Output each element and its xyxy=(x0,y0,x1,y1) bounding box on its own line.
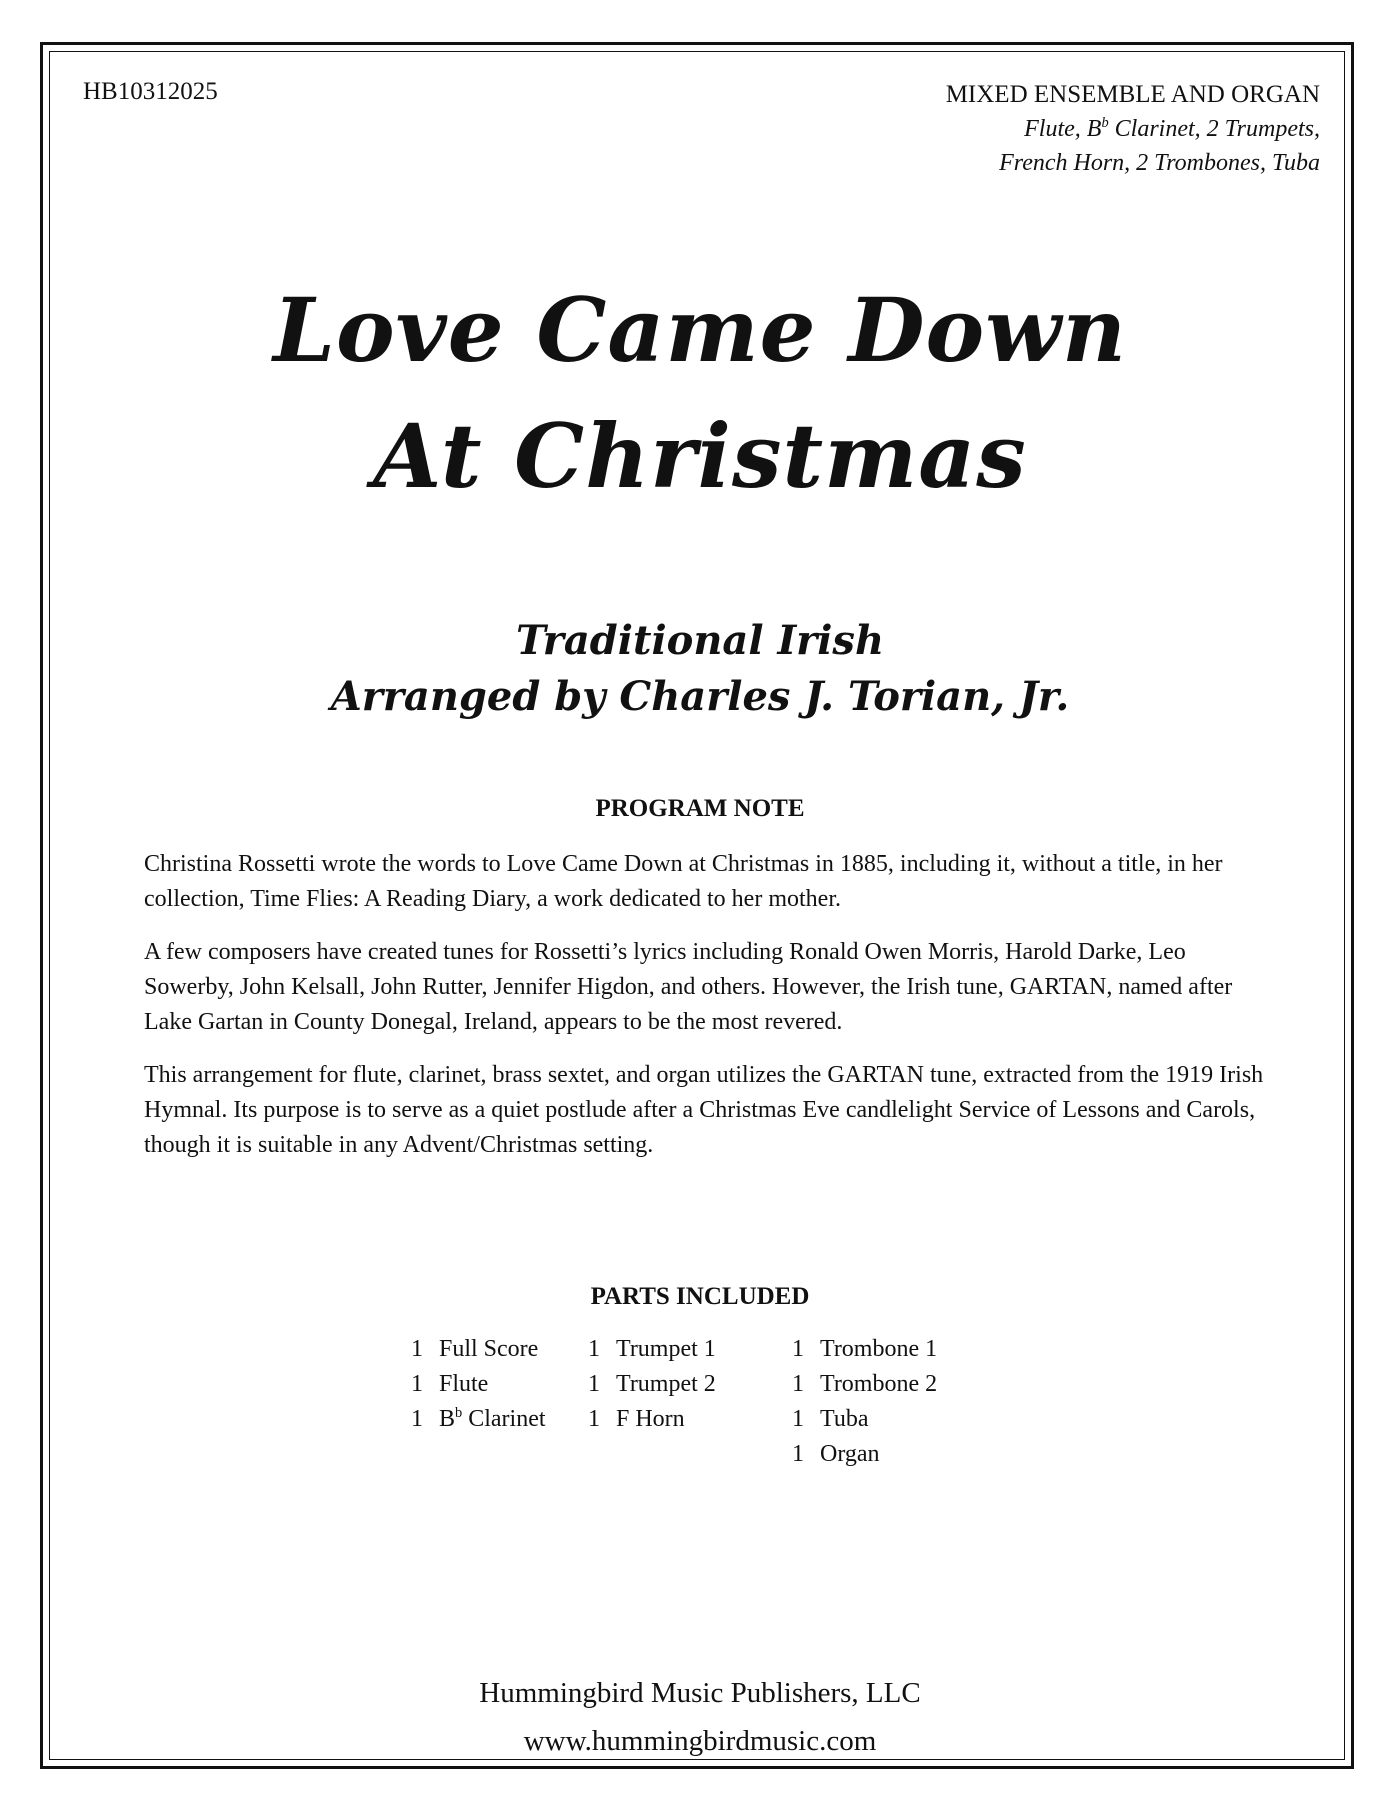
part-qty: 1 xyxy=(792,1336,804,1362)
part-name: B xyxy=(439,1406,456,1432)
part-name: Tuba xyxy=(820,1406,869,1432)
part-item xyxy=(792,1332,937,1367)
part-name: Trombone 2 xyxy=(820,1371,938,1397)
parts-column-1 xyxy=(411,1332,546,1437)
parts-column-3 xyxy=(792,1332,937,1472)
part-item xyxy=(792,1437,937,1472)
program-note-heading: PROGRAM NOTE xyxy=(595,795,805,822)
part-item xyxy=(411,1402,546,1437)
flat-sign: b xyxy=(455,1405,463,1421)
part-qty: 1 xyxy=(411,1336,423,1362)
part-name: Full Score xyxy=(439,1336,539,1362)
part-qty: 1 xyxy=(411,1406,423,1432)
part-qty: 1 xyxy=(588,1406,600,1432)
origin-credit: Traditional Irish xyxy=(515,617,885,664)
arranger-credit: Arranged by Charles J. Torian, Jr. xyxy=(330,673,1070,720)
part-name: Trumpet 1 xyxy=(616,1336,716,1362)
part-name: Clarinet xyxy=(462,1406,546,1432)
instrumentation-text: Clarinet, 2 Trumpets, xyxy=(1108,116,1320,142)
part-name: Organ xyxy=(820,1441,880,1467)
instrumentation-line-1 xyxy=(946,112,1320,146)
ensemble-title: MIXED ENSEMBLE AND ORGAN xyxy=(945,81,1320,108)
program-note-paragraph-3: This arrangement for flute, clarinet, brass sextet, and organ utilizes the GARTAN tune, extracted from the 1919 Irish Hymnal. Its purpose is to serve as a quiet postlude after a Christmas Eve candlelight Service of Lessons and Carols, though it is suitable in any Advent/Christmas setting. xyxy=(144,1062,1264,1158)
parts-included-heading: PARTS INCLUDED xyxy=(590,1283,810,1310)
instrumentation-line-2: French Horn, 2 Trombones, Tuba xyxy=(999,150,1320,176)
ensemble-info xyxy=(946,78,1320,180)
part-qty: 1 xyxy=(792,1371,804,1397)
title-line-2: At Christmas xyxy=(373,404,1027,508)
part-name: F Horn xyxy=(616,1406,685,1432)
part-item xyxy=(792,1402,937,1437)
publisher-name: Hummingbird Music Publishers, LLC xyxy=(479,1677,921,1709)
part-item xyxy=(411,1332,546,1367)
publisher-website[interactable]: www.hummingbirdmusic.com xyxy=(523,1725,877,1757)
part-qty: 1 xyxy=(588,1371,600,1397)
part-item xyxy=(588,1367,716,1402)
instrumentation-text: Flute, B xyxy=(1024,116,1102,142)
flat-sign: b xyxy=(1101,115,1109,131)
parts-column-2 xyxy=(588,1332,716,1437)
part-item xyxy=(588,1402,716,1437)
part-qty: 1 xyxy=(792,1441,804,1467)
part-qty: 1 xyxy=(588,1336,600,1362)
part-qty: 1 xyxy=(411,1371,423,1397)
part-name: Trombone 1 xyxy=(820,1336,938,1362)
part-name: Trumpet 2 xyxy=(616,1371,716,1397)
catalog-number: HB10312025 xyxy=(83,78,218,105)
part-item xyxy=(411,1367,546,1402)
part-item xyxy=(792,1367,937,1402)
part-name: Flute xyxy=(439,1371,489,1397)
program-note-paragraph-1: Christina Rossetti wrote the words to Love Came Down at Christmas in 1885, including it, without a title, in her collection, Time Flies: A Reading Diary, a work dedicated to her mother. xyxy=(144,851,1223,912)
part-qty: 1 xyxy=(792,1406,804,1432)
title-line-1: Love Came Down xyxy=(273,278,1127,382)
part-item xyxy=(588,1332,716,1367)
program-note-paragraph-2: A few composers have created tunes for Rossetti’s lyrics including Ronald Owen Morris, Harold Darke, Leo Sowerby, John Kelsall, John Rutter, Jennifer Higdon, and others. However, the Irish tune, GARTAN, named after Lake Gartan in County Donegal, Ireland, appears to be the most revered. xyxy=(144,939,1233,1035)
